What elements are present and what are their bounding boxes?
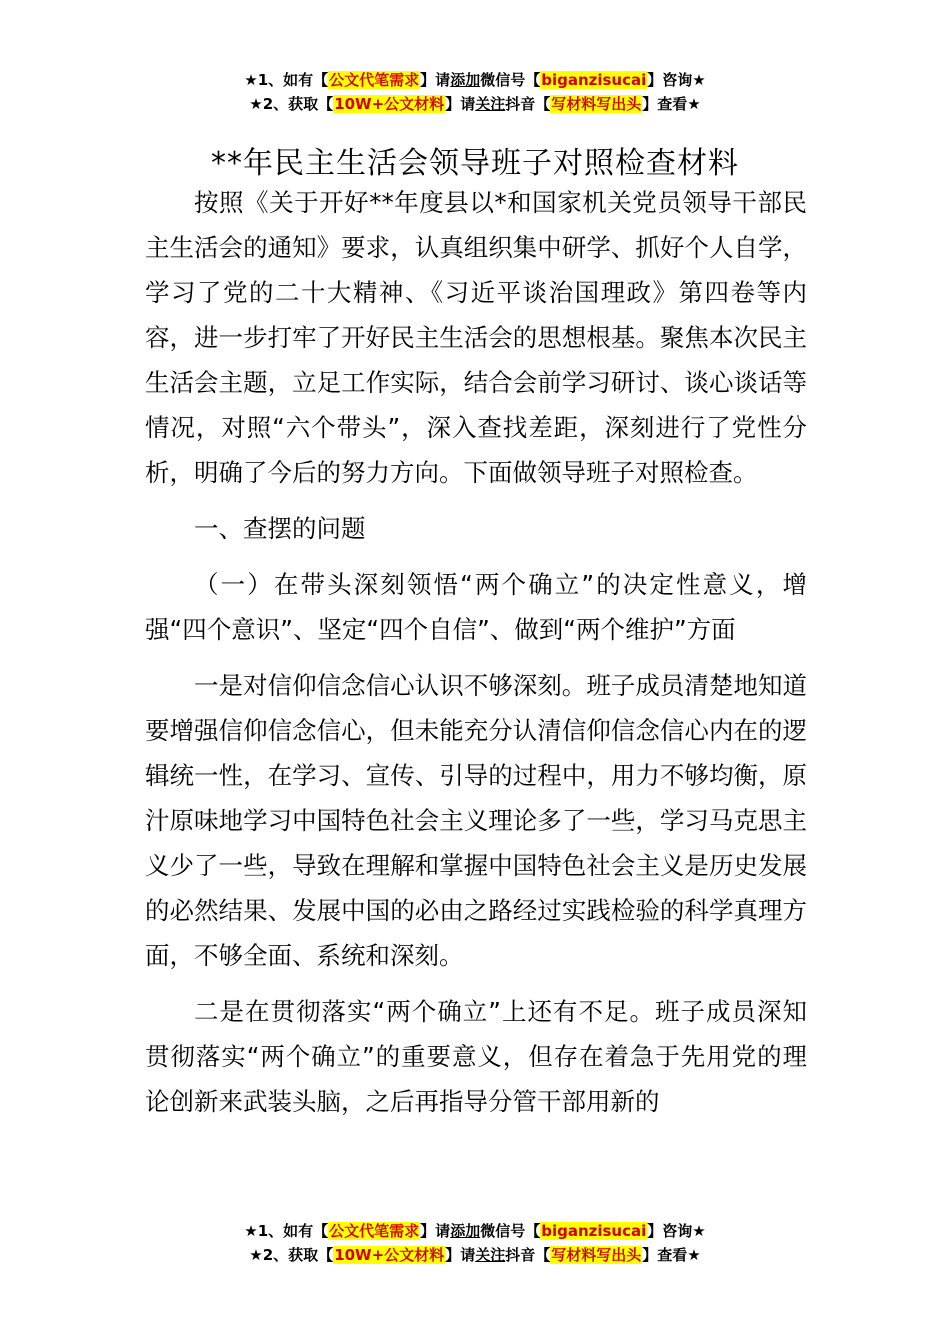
banner-line-1 (0, 68, 950, 92)
paragraph-intro: 按照《关于开好**年度县以*和国家机关党员领导干部民主生活会的通知》要求，认真组织集中研学、抓好个人自学，学习了党的二十大精神、《习近平谈治国理政》第四卷等内容，进一步打牢了开好民主生活会的思想根基。聚焦本次民主生活会主题，立足工作实际，结合会前学习研讨、谈心谈话等情况，对照“六个带头”，深入查找差距，深刻进行了党性分析，明确了今后的努力方向。下面做领导班子对照检查。 (145, 188, 807, 487)
banner-text: 】咨询★ (647, 71, 706, 89)
banner-text: 微信号【 (480, 1222, 541, 1240)
banner-text: ★2、获取【 (249, 1246, 334, 1264)
banner-text: ★1、如有【 (244, 71, 329, 89)
banner-text: ★1、如有【 (244, 1222, 329, 1240)
banner-highlight: 10W+公文材料 (334, 1246, 445, 1264)
section-heading: 一、查摆的问题 (194, 514, 366, 543)
top-banner (0, 68, 950, 116)
banner-line-2 (0, 92, 950, 116)
banner-text: 】请 (445, 95, 476, 113)
banner-text: 抖音【 (505, 95, 551, 113)
bottom-banner (0, 1219, 950, 1267)
banner-line-1 (0, 1219, 950, 1243)
banner-text: 抖音【 (505, 1246, 551, 1264)
paragraph-point-2: 二是在贯彻落实“两个确立”上还有不足。班子成员深知贯彻落实“两个确立”的重要意义，但存在着急于先用党的理论创新来武装头脑，之后再指导分管干部用新的 (145, 997, 807, 1116)
banner-underlined: 关注 (475, 95, 506, 113)
banner-underlined: 添加 (450, 1222, 481, 1240)
banner-wechat-id: biganzisucai (541, 71, 647, 89)
banner-text: 微信号【 (480, 71, 541, 89)
document-title: **年民主生活会领导班子对照检查材料 (211, 146, 739, 182)
banner-underlined: 关注 (475, 1246, 506, 1264)
banner-wechat-id: biganzisucai (541, 1222, 647, 1240)
paragraph-point-1: 一是对信仰信念信心认识不够深刻。班子成员清楚地知道要增强信仰信念信心，但未能充分认清信仰信念信心内在的逻辑统一性，在学习、宣传、引导的过程中，用力不够均衡，原汁原味地学习中国特色社会主义理论多了一些，学习马克思主义少了一些，导致在理解和掌握中国特色社会主义是历史发展的必然结果、发展中国的必由之路经过实践检验的科学真理方面，不够全面、系统和深刻。 (145, 671, 807, 970)
banner-text: 】查看★ (642, 95, 701, 113)
banner-underlined: 添加 (450, 71, 481, 89)
banner-text: 】查看★ (642, 1246, 701, 1264)
banner-text: 】请 (420, 1222, 451, 1240)
banner-text: 】咨询★ (647, 1222, 706, 1240)
banner-text: ★2、获取【 (249, 95, 334, 113)
banner-line-2 (0, 1243, 950, 1267)
banner-douyin-name: 写材料写出头 (551, 1246, 642, 1264)
banner-douyin-name: 写材料写出头 (551, 95, 642, 113)
banner-text: 】请 (445, 1246, 476, 1264)
subsection-heading: （一）在带头深刻领悟“两个确立”的决定性意义，增强“四个意识”、坚定“四个自信”、做到“两个维护”方面 (145, 570, 807, 644)
banner-highlight: 10W+公文材料 (334, 95, 445, 113)
banner-text: 】请 (420, 71, 451, 89)
banner-highlight: 公文代笔需求 (329, 71, 420, 89)
document-body (145, 180, 807, 1135)
banner-highlight: 公文代笔需求 (329, 1222, 420, 1240)
